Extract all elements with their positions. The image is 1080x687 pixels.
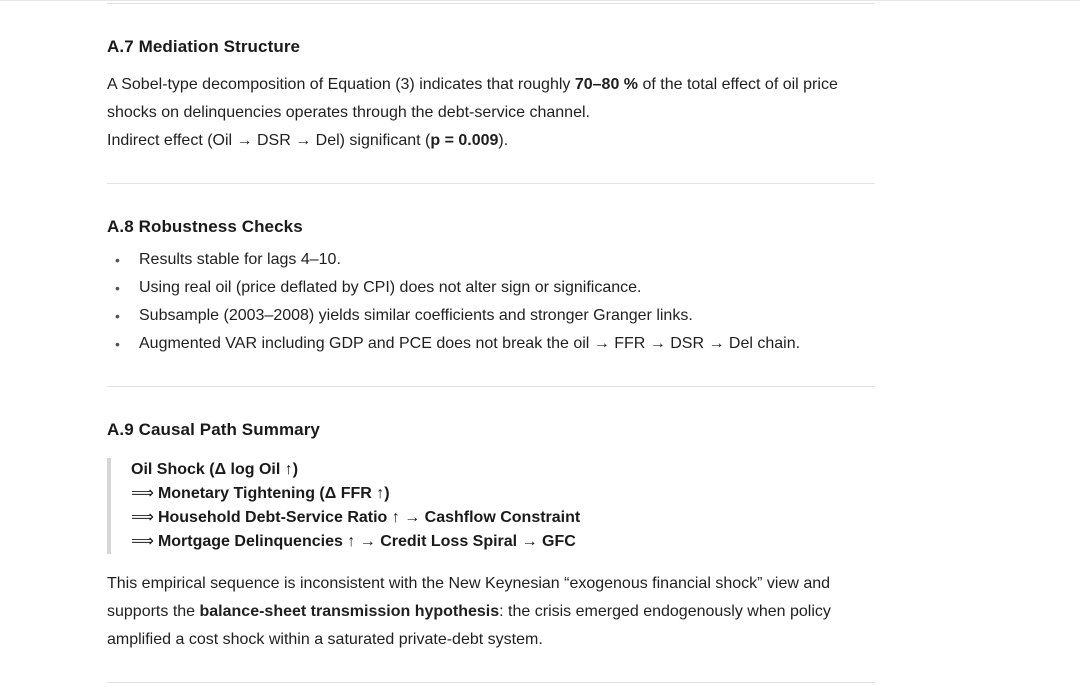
text: A Sobel-type decomposition of Equation (3) indicates that roughly xyxy=(107,76,575,93)
paragraph xyxy=(107,71,875,127)
text: Indirect effect (Oil → DSR → Del) significant ( xyxy=(107,132,431,149)
implies-arrow-icon: ⟹ xyxy=(131,509,154,526)
bold-text: balance-sheet transmission hypothesis xyxy=(199,603,500,620)
text: of the total effect of oil price shocks on delinquencies operates through the debt-service channel. xyxy=(107,76,838,121)
section-divider xyxy=(107,183,875,184)
path-step xyxy=(131,506,875,530)
path-step xyxy=(131,530,875,554)
document-body xyxy=(107,0,875,683)
text: : the crisis emerged endogenously when policy amplified a cost shock within a saturated private-debt system. xyxy=(107,603,831,648)
text: This empirical sequence is inconsistent with the New Keynesian “exogenous financial shock” view and supports the xyxy=(107,575,831,620)
section-heading: A.8 Robustness Checks xyxy=(107,217,303,236)
implies-arrow-icon: ⟹ xyxy=(131,533,154,550)
list-item: • Subsample (2003–2008) yields similar coefficients and stronger Granger links. xyxy=(107,302,875,330)
section-a8 xyxy=(107,217,875,358)
bold-text: p = 0.009 xyxy=(430,132,499,149)
path-step xyxy=(131,482,875,506)
list-item: • Augmented VAR including GDP and PCE does not break the oil → FFR → DSR → Del chain. xyxy=(107,330,875,358)
implies-arrow-icon: ⟹ xyxy=(131,485,154,502)
bold-text: 70–80 % xyxy=(574,76,639,93)
list-item: • Using real oil (price deflated by CPI) does not alter sign or significance. xyxy=(107,274,875,302)
section-divider xyxy=(107,682,875,683)
path-step-text: Monetary Tightening (Δ FFR ↑) xyxy=(157,485,390,502)
paragraph xyxy=(107,127,875,155)
path-step-text: Household Debt-Service Ratio ↑ → Cashflow Constraint xyxy=(157,509,581,526)
section-heading: A.9 Causal Path Summary xyxy=(107,420,320,439)
path-step: Oil Shock (Δ log Oil ↑) xyxy=(131,461,299,478)
causal-path-blockquote xyxy=(107,458,875,554)
paragraph xyxy=(107,570,875,654)
section-a9 xyxy=(107,420,875,654)
path-step-text: Mortgage Delinquencies ↑ → Credit Loss Spiral → GFC xyxy=(157,533,576,550)
list-item: • Results stable for lags 4–10. xyxy=(107,246,875,274)
section-heading: A.7 Mediation Structure xyxy=(107,37,301,56)
text: ). xyxy=(498,132,509,149)
section-divider xyxy=(107,386,875,387)
section-a7 xyxy=(107,37,875,155)
bullet-list xyxy=(107,246,875,358)
section-divider xyxy=(107,3,875,4)
